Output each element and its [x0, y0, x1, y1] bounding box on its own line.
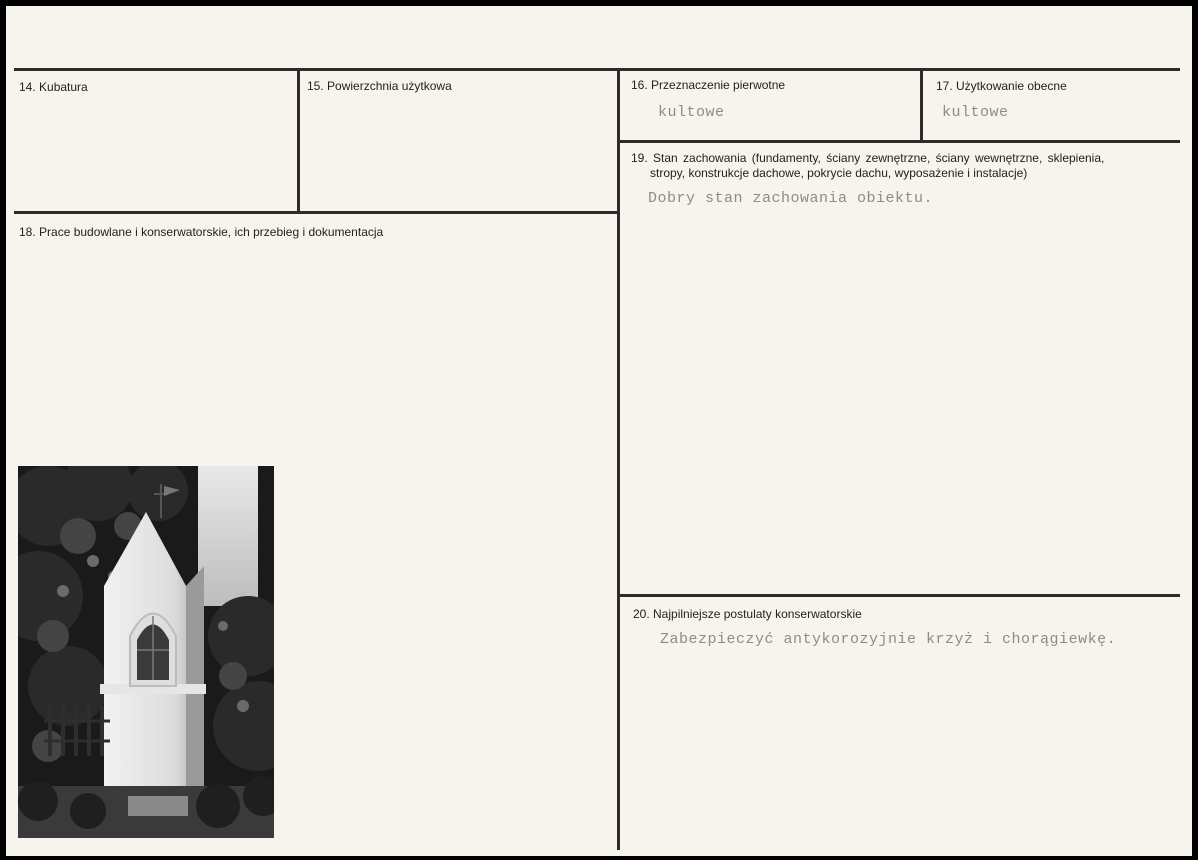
- divider-top: [14, 68, 1180, 71]
- divider-row1-right: [618, 140, 1180, 143]
- field-20-value: Zabezpieczyć antykorozyjnie krzyż i chorągiewkę.: [660, 631, 1117, 648]
- field-17-value: kultowe: [942, 104, 1009, 121]
- field-17-label: 17. Użytkowanie obecne: [936, 79, 1067, 93]
- field-16-value: kultowe: [658, 104, 725, 121]
- divider-row3-right: [618, 594, 1180, 597]
- roadside-shrine-icon: [18, 466, 274, 838]
- field-14-label: 14. Kubatura: [19, 80, 88, 94]
- field-15-label: 15. Powierzchnia użytkowa: [307, 79, 452, 93]
- field-18-label: 18. Prace budowlane i konserwatorskie, ich przebieg i dokumentacja: [19, 225, 384, 239]
- divider-v-16-17: [920, 68, 923, 143]
- divider-v-main: [617, 68, 620, 850]
- field-20-label: 20. Najpilniejsze postulaty konserwatorskie: [633, 607, 862, 621]
- field-19-value: Dobry stan zachowania obiektu.: [648, 190, 934, 207]
- divider-row1: [14, 211, 618, 214]
- shrine-photo: [18, 466, 274, 838]
- field-19-label-line2: stropy, konstrukcje dachowe, pokrycie dachu, wyposażenie i instalacje): [650, 166, 1028, 180]
- field-19-label-line1: 19. Stan zachowania (fundamenty, ściany zewnętrzne, ściany wewnętrzne, sklepienia,: [631, 151, 1105, 165]
- field-16-label: 16. Przeznaczenie pierwotne: [631, 78, 786, 92]
- divider-v-14-15: [297, 68, 300, 214]
